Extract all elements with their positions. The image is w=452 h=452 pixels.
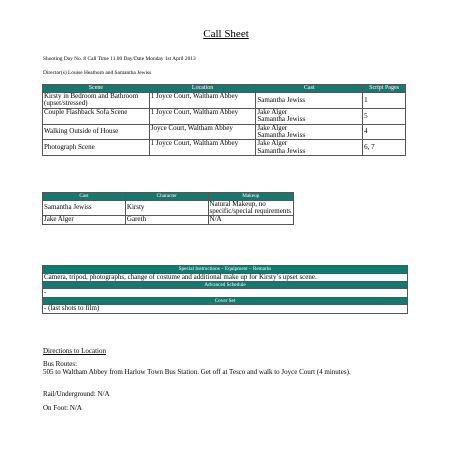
makeup-header: Makeup — [208, 193, 293, 201]
cast-cell: Jake Alger — [43, 216, 126, 224]
location-header: Location — [149, 85, 256, 93]
table-row — [43, 140, 406, 156]
scene-cell: Walking Outside of House — [43, 124, 150, 140]
pages-cell: 1 — [363, 93, 406, 109]
cast-cell: Samantha Jewiss — [43, 200, 126, 216]
location-cell: 1 Joyce Court, Waltham Abbey — [149, 140, 256, 156]
character-cell: Gareth — [125, 216, 208, 224]
advanced-schedule-header: Advanced Schedule — [43, 281, 408, 289]
table-row — [43, 216, 294, 224]
cover-set-text: - (last shots to film) — [43, 305, 408, 313]
cast-header: Cast — [43, 193, 126, 201]
page-title: Call Sheet — [203, 28, 249, 40]
pages-cell: 5 — [363, 108, 406, 124]
special-instructions-header: Special Instructions – Equipment – Remarks — [43, 266, 408, 274]
shooting-info: Shooting Day No. 8 Call Time 11.00 Day/Date Monday 1st April 2013 — [43, 56, 196, 62]
table-row — [43, 108, 406, 124]
foot-info: On Foot: N/A — [43, 404, 82, 412]
rail-info: Rail/Underground: N/A — [43, 390, 110, 398]
pages-cell: 6, 7 — [363, 140, 406, 156]
script-pages-header: Script Pages — [363, 85, 406, 93]
scene-table — [42, 84, 406, 156]
cover-set-header: Cover Set — [43, 297, 408, 305]
location-cell: 1 Joyce Court, Waltham Abbey — [149, 108, 256, 124]
makeup-cell: N/A — [208, 216, 293, 224]
bus-routes-text: 505 to Waltham Abbey from Harlow Town Bus Station. Get off at Tesco and walk to Joyce Court (4 minutes). — [43, 368, 351, 376]
character-header: Character — [125, 193, 208, 201]
pages-cell: 4 — [363, 124, 406, 140]
scene-cell: Photograph Scene — [43, 140, 150, 156]
directions-heading: Directions to Location — [43, 347, 106, 355]
makeup-cell: Natural Makeup, no specific/special requirements — [208, 200, 293, 216]
table-row — [43, 124, 406, 140]
scene-header: Scene — [43, 85, 150, 93]
location-cell: Joyce Court, Waltham Abbey — [149, 124, 256, 140]
director-info: Director(s) Louise Heathorn and Samantha Jewiss — [43, 70, 152, 76]
table-row — [43, 200, 294, 216]
scene-cell: Couple Flashback Sofa Scene — [43, 108, 150, 124]
special-instructions-text: Camera, tripod, photographs, change of costume and additional make up for Kirsty’s upset scene. — [43, 273, 408, 281]
character-cell: Kirsty — [125, 200, 208, 216]
advanced-schedule-text: - — [43, 289, 408, 297]
table-row — [43, 93, 406, 109]
scene-cell: Kirsty in Bedroom and Bathroom (upset/stressed) — [43, 93, 150, 109]
cast-table — [42, 192, 294, 225]
cast-cell: Jake Alger Samantha Jewiss — [256, 124, 363, 140]
cast-cell: Samantha Jewiss — [256, 93, 363, 109]
cast-cell: Jake Alger Samantha Jewiss — [256, 140, 363, 156]
instructions-table — [42, 265, 408, 314]
cast-cell: Jake Alger Samantha Jewiss — [256, 108, 363, 124]
cast-header: Cast — [256, 85, 363, 93]
bus-routes-label: Bus Routes: — [43, 360, 78, 368]
location-cell: 1 Joyce Court, Waltham Abbey — [149, 93, 256, 109]
